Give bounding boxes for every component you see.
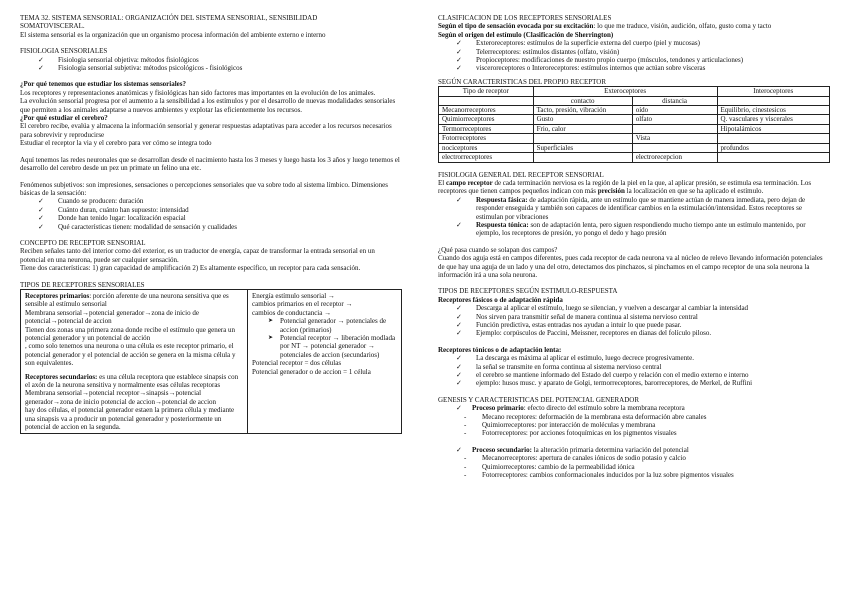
list-item: - Fotorreceptores: por acciones fotoquímicas en los pigmentos visuales: [438, 429, 830, 437]
text-run: la alteración primaria determina variación del potencial: [531, 445, 689, 454]
table-header: Exteroceptores: [533, 87, 717, 96]
table-row: [439, 143, 830, 152]
origen-list: [438, 39, 830, 73]
question-heading: ¿Por qué tenemos que estudiar los sistemas sensoriales?: [20, 80, 186, 89]
list-item: ✓ Nos sirven para transmitir señal de manera continua al sistema nervioso central: [438, 313, 830, 321]
cell-text: Tienen dos zonas una primera zona donde recibe el estímulo que genera un potencial generador y un potencial de acción: [25, 325, 236, 342]
list-item: ✓ la señal se transmite en forma continua al sistema nervioso central: [438, 363, 830, 371]
table-cell: [717, 96, 830, 105]
list-item: ✓ Descarga al aplicar el estímulo, luego se silencian, y vuelven a descargar al cambiar la intensidad: [438, 304, 830, 312]
doc-title-cont: SOMATOVISCERAL.: [20, 22, 85, 31]
list-item: ✓ Exteroreceptores: estímulos de la superficie externa del cuerpo (piel y mucosas): [438, 39, 830, 47]
table-cell: Vista: [632, 134, 717, 143]
paragraph: [438, 179, 830, 196]
section-heading: FISIOLOGIA GENERAL DEL RECEPTOR SENSORIAL: [438, 170, 604, 179]
table-header: Tipo de receptor: [439, 87, 534, 96]
list-item: [438, 196, 830, 221]
cell-text: ➤ Potencial receptor → liberación modlada por NT → potencial generador → potenciales de accion (secundarios): [266, 334, 397, 359]
table-row: [439, 124, 830, 133]
text-run: la localización en que se ha aplicado el estímulo.: [624, 187, 764, 196]
proceso-primario-list: [438, 413, 830, 438]
fisio-heading: FISIOLOGIA SENSORIALES: [20, 47, 108, 56]
fisio-list: [20, 56, 402, 73]
cell-text: Membrana sensorial→potencial generador→zona de inicio de potencial→potencial de accion: [25, 308, 199, 326]
left-column: [20, 14, 402, 434]
bold-term: Receptores fásicos o de adaptación rápida: [438, 295, 563, 304]
list-item: ✓ Telerreceptores: estímulos distantes (olfato, visión): [438, 48, 830, 56]
cell-text: Energía estímulo sensorial →: [252, 291, 335, 300]
table-row: [439, 153, 830, 162]
table-cell: [533, 134, 632, 143]
receptor-characteristics-table: [438, 86, 830, 162]
list-item: ✓ Ejemplo: corpúsculos de Paccini, Meissner, receptores en dianas del folículo piloso.: [438, 329, 830, 337]
paragraph: Aquí tenemos las redes neuronales que se desarrollan desde el nacimiento hasta los 3 meses y luego hasta los 3 años y luego tenemos el desarrollo del cerebro desde un pez un primate un felino una etc.: [20, 155, 400, 173]
table-cell: nociceptores: [439, 143, 534, 152]
section-heading: CONCEPTO DE RECEPTOR SENSORIAL: [20, 238, 146, 247]
paragraph: Reciben señales tanto del interior como del exterior, es un traductor de energía, capaz de transformar la entrada sensorial en un potencial en una neurona, puede ser cualquier sensación.: [20, 247, 375, 264]
list-item: ✓ Qué características tienen: modalidad de sensación y cualidades: [20, 223, 402, 231]
paragraph: Tiene dos características: 1) gran capacidad de amplificación 2) Es altamente específico, un receptor para cada sensación.: [20, 264, 361, 273]
table-cell: Mecanorreceptores: [439, 106, 534, 115]
question-heading: ¿Qué pasa cuando se solapan dos campos?: [438, 245, 558, 254]
table-cell: [632, 124, 717, 133]
paragraph: Los receptores y representaciones anatómicas y fisiológicas han sido factores mas importantes en la evolución de los animales.: [20, 88, 376, 97]
doc-title: TEMA 32. SISTEMA SENSORIAL: ORGANIZACIÓN DEL SISTEMA SENSORIAL, SENSIBILIDAD: [20, 14, 318, 22]
list-item: [438, 446, 830, 454]
bold-term: Según el tipo de sensación evocada por su excitación: [438, 22, 594, 31]
list-item: ✓ Donde han tenido lugar: localización espacial: [20, 214, 402, 222]
bold-term: Según el origen del estímulo (Clasificación de Sherrington): [438, 30, 614, 39]
table-row: [439, 87, 830, 96]
table-cell: [533, 153, 632, 162]
table-cell: Tacto, presión, vibración: [533, 106, 632, 115]
paragraph: Estudiar el receptor la via y el cerebro para ver cómo se integra todo: [20, 139, 212, 148]
table-cell: Termorreceptores: [439, 124, 534, 133]
list-item: - Fotorreceptores: cambios conformacionales inducidos por la luz sobre pigmentos visuales: [438, 471, 830, 479]
list-item: - Mecano receptores: deformación de la membrana esta deformación abre canales: [438, 413, 830, 421]
cell-text: cambios primarios en el receptor →: [252, 300, 353, 309]
right-column: [438, 14, 830, 480]
list-item: ✓ Función predictiva, estas entradas nos ayudan a intuir lo que puede pasar.: [438, 321, 830, 329]
bold-term: Respuesta fásica:: [476, 195, 528, 204]
proceso-primario: [438, 404, 830, 412]
paragraph: Cuando dos aguja está en campos diferentes, pues cada receptor de cada neurona va al núcleo de relevo llevando información potenciales de que hay una aguja de un lado y una del otro, detectamos dos pinchazos, si pinchamos en el campo receptor de una sola neurona la información irá a una sola neurona.: [438, 254, 823, 279]
list-item: - Quimiorreceptores: por interacción de moléculas y membrana: [438, 421, 830, 429]
list-item: ✓ Fisiologia sensorial objetiva: métodos fisiológicos: [20, 56, 402, 64]
tonicos-list: [438, 354, 830, 388]
text-run: El: [438, 178, 446, 187]
table-cell: Gusto: [533, 115, 632, 124]
bold-term: Proceso primario: [472, 404, 524, 413]
text-run: de cada terminación nerviosa es la región de la piel en la que, al aplicar presión, se estimula esa terminación. Los receptores que tienen campos pequeños indican con más: [438, 178, 812, 196]
table-cell: profundos: [717, 143, 830, 152]
list-item: ✓ ejemplo: husos musc. y aparato de Golgi, termorreceptores, barorreceptores, de Merkel, de Ruffini: [438, 379, 830, 387]
text-run: : efecto directo del estímulo sobre la membrana receptora: [523, 404, 685, 413]
table-cell: electrorecepcion: [632, 153, 717, 162]
text-run: son de adaptación lenta, pero siguen respondiendo mucho tiempo ante un estímulo mantenido, por ejemplo, los receptores de presión, yo pongo el dedo y hago presión: [476, 220, 806, 238]
section-heading: SEGÚN CARACTERISTICAS DEL PROPIO RECEPTOR: [438, 77, 607, 86]
table-cell: Frio, calor: [533, 124, 632, 133]
term-secondary: Receptores secundarios:: [25, 372, 98, 381]
table-cell: electrorreceptores: [439, 153, 534, 162]
respuesta-list: [438, 196, 830, 238]
table-row: [439, 96, 830, 105]
table-cell: [248, 289, 402, 434]
cell-text: : porción aferente de una neurona sensitiva que es sensible al estímulo sensorial: [25, 291, 229, 309]
table-header: Interoceptores: [717, 87, 830, 96]
list-item: - Mecanorreceptores: apertura de canales iónicos de sodio potasio y calcio: [438, 454, 830, 462]
term-primary: Receptores primarios: [25, 291, 90, 300]
paragraph: : lo que me traduce, visión, audición, olfato, gusto coma y tacto: [593, 22, 772, 31]
list-item: - Quimiorreceptores: cambio de la permeabilidad iónica: [438, 463, 830, 471]
fenomenos-list: [20, 197, 402, 231]
receptor-types-table: [20, 289, 402, 435]
table-row: [439, 134, 830, 143]
bold-term: campo receptor: [445, 178, 493, 187]
list-item: ✓ Cuánto duran, cuánto han supuesto: intensidad: [20, 206, 402, 214]
proceso-secundario-list: [438, 454, 830, 479]
paragraph: El cerebro recibe, evalúa y almacena la información sensorial y generar respuestas adaptativas para acceder a los recursos necesarios para sobrevivir y reproducirse: [20, 122, 392, 139]
cell-text: es una célula receptora que establece sinapsis con el axón de la neurona sensitiva y normalmente esas células receptoras: [25, 372, 239, 390]
table-cell: [439, 96, 534, 105]
bold-term: Receptores tónicos o de adaptación lenta:: [438, 345, 562, 354]
list-item: [438, 221, 830, 238]
section-heading: CLASIFICACION DE LOS RECEPTORES SENSORIALES: [438, 14, 612, 22]
table-row: [439, 106, 830, 115]
table-header: contacto: [533, 96, 632, 105]
table-cell: Q. vasculares y viscerales: [717, 115, 830, 124]
table-cell: [21, 289, 248, 434]
bold-term: precisión: [597, 187, 625, 196]
cell-text: Membrana sensorial→potencial receptor→sinapsis→potencial generador→zona de inicio potencial de accion→potencial de accion: [25, 389, 217, 406]
section-heading: TIPOS DE RECEPTORES SEGÚN ESTIMULO-RESPUESTA: [438, 287, 618, 296]
bold-term: Respuesta tónica:: [476, 220, 529, 229]
cell-text: cambios de conductancia →: [252, 308, 332, 317]
intro-text: El sistema sensorial es la organización que un organismo procesa información del ambiente externo e interno: [20, 30, 326, 39]
table-cell: Fotorreceptores: [439, 134, 534, 143]
list-item: ✓ Cuando se producen: duración: [20, 197, 402, 205]
bold-term: Proceso secundario:: [472, 445, 532, 454]
cell-text: hay dos células, el potencial generador estaen la primera célula y mediante una sinapsis va a producir un potencial generador y posteriormente un potencial de accion en la segunda.: [25, 406, 235, 432]
question-heading: ¿Por qué estudiar el cerebro?: [20, 114, 108, 123]
table-cell: Superficiales: [533, 143, 632, 152]
fasicos-list: [438, 304, 830, 338]
section-heading: TIPOS DE RECEPTORES SENSORIALES: [20, 280, 145, 289]
table-row: [439, 115, 830, 124]
table-cell: olfato: [632, 115, 717, 124]
paragraph: Fenómenos subjetivos: son impresiones, sensaciones o percepciones sensoriales que va sobre todo al sistema límbico. Dimensiones básicas de la sensación:: [20, 180, 389, 197]
list-item: [438, 404, 830, 412]
table-row: [21, 289, 402, 434]
table-cell: Hipotalámicos: [717, 124, 830, 133]
section-heading: GENESIS Y CARACTERISTICAS DEL POTENCIAL GENERADOR: [438, 395, 639, 404]
list-item: ✓ La descarga es máxima al aplicar el estímulo, luego decrece progresivamente.: [438, 354, 830, 362]
cell-text: Potencial receptor = dos células: [252, 359, 342, 368]
list-item: ✓ visceroreceptores o Interoreceptores: estímulos internos que actúan sobre vísceras: [438, 64, 830, 72]
table-cell: oído: [632, 106, 717, 115]
table-cell: [717, 134, 830, 143]
table-cell: [632, 143, 717, 152]
table-cell: Quimiorreceptores: [439, 115, 534, 124]
cell-text: ➤ Potencial generador → potenciales de accion (primarios): [266, 317, 397, 334]
text-run: de adaptación rápida, ante un estímulo que se mantiene actúan de manera inmediata, pero dejan de responder enseguida y también son capaces de identificar cambios en la estimulación/intensidad. Estos receptores se estimulan por vibraciones: [476, 195, 806, 221]
table-cell: [717, 153, 830, 162]
table-cell: Equilibrio, cinestesicos: [717, 106, 830, 115]
cell-text: Potencial generador o de accion = 1 célula: [252, 367, 371, 376]
list-item: ✓ Fisiologia sensorial subjetiva: métodos psicológicos - fisiológicos: [20, 64, 402, 72]
list-item: ✓ el cerebro se mantiene informado del Estado del cuerpo y relación con el medio externo e interno: [438, 371, 830, 379]
paragraph: La evolución sensorial progresa por el aumento a la sensibilidad a los estímulos y por el desarrollo de nuevas modalidades sensoriales que permiten a los animales adaptarse a nuevos ambientes y explotar las eficientemente los recursos.: [20, 97, 396, 114]
cell-text: , como solo tenemos una neurona o una célula es este receptor primario, el potencial generador y el potencial de acción se genera en la misma célula y son equivalentes.: [25, 342, 236, 368]
list-item: ✓ Propioceptores: modificaciones de nuestro propio cuerpo (músculos, tendones y articulaciones): [438, 56, 830, 64]
proceso-secundario: [438, 446, 830, 454]
table-header: distancia: [632, 96, 717, 105]
